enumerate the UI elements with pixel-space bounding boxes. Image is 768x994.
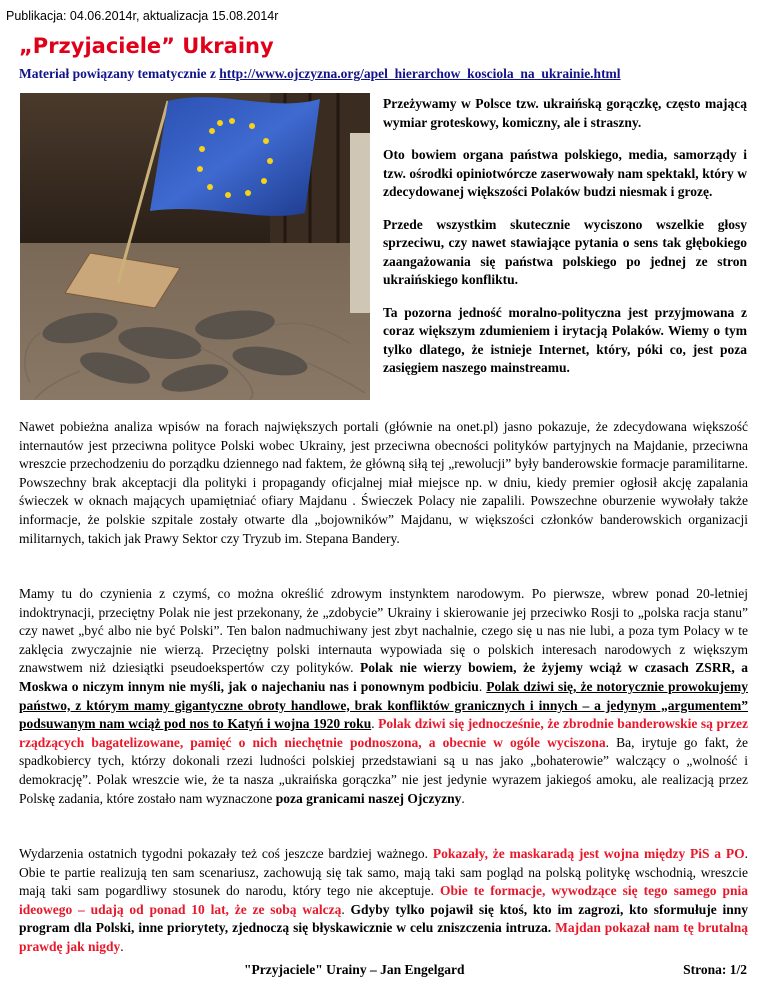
page-title: „Przyjaciele” Ukrainy [19, 34, 274, 58]
p3-red-same-trunk: Obie te formacje, wywodzące się tego samego pnia ideowego – udają od ponad 10 lat, że ze sobą walczą [19, 883, 748, 917]
related-prefix: Materiał powiązany tematycznie z [19, 66, 220, 81]
paragraph-2 [19, 585, 748, 808]
p2-text: Mamy tu do czynienia z czymś, co można określić zdrowym instynktem narodowym. Po pierwsze, wbrew ponad 20-letniej indoktrynacji, przeciętny Polak nie jest przekonany, że „zdobycie” Ukrainy i skierowanie jej przeciwko Rosji to „polska racja stanu” czy nawet „być albo nie być Polski”. Ten balon nadmuchiwany jest zbyt nachalnie, czego się u nas nie lubi, a poza tym Polacy w te zaklęcia zwyczajnie nie wierzą. Przeciętny polski internauta wypowiada się o polskich interesach narodowych z większym znawstwem niż dziesiątki pseudoekspertów czy polityków. [19, 586, 748, 676]
p2-text: . [461, 790, 465, 806]
p3-text: . [341, 901, 351, 917]
p2-bold-borders: poza granicami naszej Ojczyzny [275, 790, 462, 806]
p3-red-majdan-truth: Majdan pokazał nam tę brutalną prawdę jak nigdy [19, 920, 749, 954]
p3-text: Wydarzenia ostatnich tygodni pokazały też coś jeszcze bardziej ważnego. [19, 846, 433, 861]
publication-date: Publikacja: 04.06.2014r, aktualizacja 15.08.2014r [6, 9, 279, 23]
paragraph-1: Nawet pobieżna analiza wpisów na forach największych portali (głównie na onet.pl) jasno pokazuje, że zdecydowana większość internautów jest przeciwna polityce Polski wobec Ukrainy, jest przeciwna obecności polityków partyjnych na Majdanie, przeciwna wreszcie przechodzeniu do porządku dziennego nad faktem, że główną siłą tej „rewolucji” były banderowskie formacje paramilitarne. Powszechny brak akceptacji dla polityki i propagandy oficjalnej miał miejsce np. w dniu, kiedy premier ogłosił akcję zapalania świeczek w oknach mających upamiętniać ofiary Majdanu . Świeczek Polacy nie zapalili. Powszechne oburzenie wywołały także informacje, że polskie szpitale zostały otwarte dla „bojowników” Majdanu, w większości członków banderowskich organizacji militarnych, takich jak Prawy Sektor czy Tryzub im. Stepana Bandery. [19, 419, 748, 546]
p2-text: . [478, 678, 487, 694]
p2-red-banderite-crimes: Polak dziwi się jednocześnie, że zbrodnie banderowskie są przez rządzących bagatelizowane, pamięć o nich niechętnie podnoszona, a obecnie w ogóle wyciszona [19, 716, 748, 750]
paragraph-3 [19, 845, 748, 957]
intro-column [383, 95, 747, 392]
intro-paragraph-1: Przeżywamy w Polsce tzw. ukraińską gorączkę, często mającą wymiar groteskowy, komiczny, ale i straszny. [383, 96, 747, 130]
photo-illustration [20, 93, 370, 400]
eu-flag-mousetrap-photo [20, 93, 370, 400]
related-link[interactable]: http://www.ojczyzna.org/apel_hierarchow_kosciola_na_ukrainie.html [219, 66, 621, 81]
p2-underlined-trade: Polak dziwi się, że notorycznie prowokujemy państwo, z którym mamy gigantyczne obroty handlowe, brak konfliktów granicznych i innych – a jedynym „argumentem” podsuwanym nam wciąż pod nos to Katyń i wojna 1920 roku [19, 678, 748, 732]
p2-text: . [371, 716, 379, 732]
p2-bold-moscow: Polak nie wierzy bowiem, że żyjemy wciąż w czasach ZSRR, a Moskwa o niczym innym nie myśli, jak o najechaniu nas i ponownym podbiciu [19, 660, 748, 694]
p2-text: . Ba, irytuje go fakt, że spadkobiercy tych, którzy dokonali rzezi ludności polskiej przedstawiani są u nas jako „bohaterowie” walczący o „wolność i demokrację”. Polak wreszcie wie, że ta nasza „ukraińska gorączka” nie jest jedynie wyrazem jakiegoś amoku, ale realizacją przez Polskę zadania, które zostało nam wyznaczone [19, 734, 748, 806]
intro-paragraph-3: Przede wszystkim skutecznie wyciszono wszelkie głosy sprzeciwu, czy nawet stawiające pytania o sens tak głębokiego zaangażowania się państwa polskiego po jednej ze stron ukraińskiego konfliktu. [383, 216, 747, 287]
intro-paragraph-4: Ta pozorna jedność moralno-polityczna jest przyjmowana z coraz większym zdumieniem i irytacją Polaków. Wiemy o tym tylko dlatego, że istnieje Internet, który, póki co, jest poza zasięgiem naszego mainstreamu. [383, 304, 747, 375]
related-material [19, 66, 621, 82]
p3-bold-intruder: Gdyby tylko pojawił się ktoś, kto im zagrozi, kto sformułuje inny program dla Polski, inne priorytety, zjednoczą się błyskawicznie w celu zniszczenia intruza. [19, 901, 749, 936]
p3-red-masquerade: Pokazały, że maskaradą jest wojna między PiS a PO [432, 846, 745, 861]
footer-caption: "Przyjaciele" Urainy – Jan Engelgard [244, 962, 465, 977]
p3-text: . [120, 938, 124, 954]
p3-text: . Obie te partie realizują ten sam scenariusz, zachowują się tak samo, mają taki sam pogląd na polską politykę wschodnią, wreszcie mają taki sam pogardliwy stosunek do narodu, który tego nie akceptuje. [19, 846, 748, 899]
intro-paragraph-2: Oto bowiem organa państwa polskiego, media, samorządy i tzw. ośrodki opiniotwórcze zaserwowały nam spektakl, który w zdecydowanej większości Polaków budzi niesmak i grozę. [383, 147, 747, 199]
footer-page-number: Strona: 1/2 [683, 962, 747, 977]
